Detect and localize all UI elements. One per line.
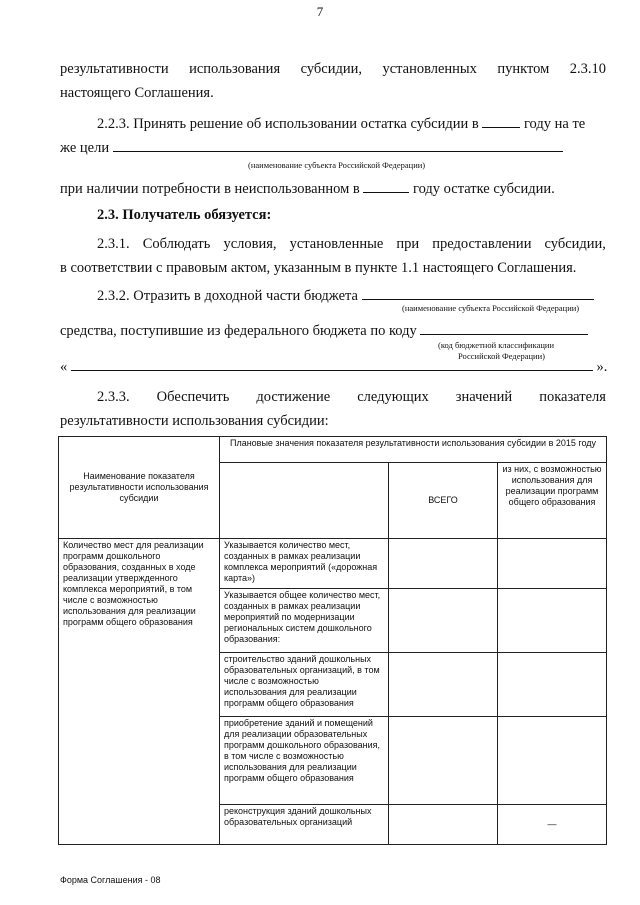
word: субсидии,: [300, 61, 362, 77]
paragraph-line: [60, 322, 588, 340]
word: показателя: [539, 389, 606, 405]
row-total: [389, 805, 498, 845]
word: условия,: [223, 236, 277, 252]
paragraph-line: настоящего Соглашения.: [60, 85, 214, 101]
row-total: [389, 653, 498, 717]
word: результативности: [60, 61, 169, 77]
field-caption: (наименование субъекта Российской Федерации): [402, 303, 580, 313]
word: при: [396, 236, 420, 252]
text: средства, поступившие из федерального бюджета по коду: [60, 323, 417, 339]
paragraph-line: результативности использования субсидии:: [60, 413, 329, 429]
word: значений: [455, 389, 513, 405]
page-number: 7: [316, 4, 324, 19]
section-heading: 2.3. Получатель обязуется:: [97, 207, 272, 223]
word: пунктом: [497, 61, 550, 77]
text: же цели: [60, 140, 110, 156]
row-of-them: [498, 717, 607, 805]
text: году на те: [523, 116, 586, 132]
word: достижение: [256, 389, 331, 405]
row-total: [389, 589, 498, 653]
word: Соблюдать: [142, 236, 211, 252]
indicator-table: [58, 436, 607, 845]
indicator-name-cell: Количество мест для реализации программ дошкольного образования, созданных в ходе реализации утвержденного комплекса мероприятий, в том числе с возможностью использования для реализации программ общего образования: [59, 539, 220, 845]
word: использования: [189, 61, 281, 77]
row-text: приобретение зданий и помещений для реализации образовательных программ дошкольного образования, в том числе с возможностью использования для реализации программ общего образования: [220, 717, 389, 805]
word: 2.3.10: [569, 61, 606, 77]
blank-line: [113, 139, 563, 152]
text: 2.3.2. Отразить в доходной части бюджета: [97, 288, 358, 304]
blank-line: [362, 287, 594, 300]
field-caption: (код бюджетной классификации: [438, 340, 554, 350]
header-total: ВСЕГО: [389, 463, 498, 539]
paragraph-2-2-3: [97, 115, 585, 133]
blank-line: [482, 115, 520, 128]
field-caption: (наименование субъекта Российской Федерации): [248, 160, 426, 170]
paragraph-line: [60, 139, 563, 157]
word: установленные: [289, 236, 384, 252]
blank-line: [363, 180, 409, 193]
blank-line: [420, 322, 588, 335]
word: Обеспечить: [156, 389, 230, 405]
blank-line: [71, 358, 593, 371]
word: 2.3.3.: [97, 389, 130, 405]
word: субсидии,: [544, 236, 606, 252]
row-total: [389, 717, 498, 805]
word: предоставлении: [432, 236, 532, 252]
text: 2.2.3. Принять решение об использовании остатка субсидии в: [97, 116, 479, 132]
text: году остатке субсидии.: [412, 181, 555, 197]
row-of-them: [498, 539, 607, 589]
quoted-blank-line: [60, 358, 606, 376]
paragraph-line: [97, 388, 606, 406]
row-total: [389, 539, 498, 589]
row-text: реконструкция зданий дошкольных образовательных организаций: [220, 805, 389, 845]
header-of-them: из них, с возможностью использования для реализации программ общего образования: [498, 463, 607, 539]
header-indicator-name: Наименование показателя результативности использования субсидии: [59, 437, 220, 539]
form-footer: Форма Соглашения - 08: [60, 875, 161, 885]
header-empty: [220, 463, 389, 539]
row-of-them: [498, 653, 607, 717]
word: 2.3.1.: [97, 236, 130, 252]
field-caption: Российской Федерации): [458, 351, 545, 361]
row-of-them: [498, 589, 607, 653]
paragraph-line: в соответствии с правовым актом, указанным в пункте 1.1 настоящего Соглашения.: [60, 260, 577, 276]
text: при наличии потребности в неиспользованном в: [60, 181, 360, 197]
row-text: Указывается количество мест, созданных в рамках реализации комплекса мероприятий («дорожная карта»): [220, 539, 389, 589]
word: следующих: [357, 389, 429, 405]
quote-open: «: [60, 359, 68, 375]
row-text: строительство зданий дошкольных образовательных организаций, в том числе с возможностью использования для реализации программ общего образования: [220, 653, 389, 717]
header-planned-values: Плановые значения показателя результативности использования субсидии в 2015 году: [220, 437, 607, 463]
paragraph-line: [97, 235, 606, 253]
row-of-them: —: [498, 805, 607, 845]
paragraph-line: [60, 180, 555, 198]
word: установленных: [382, 61, 477, 77]
row-text: Указывается общее количество мест, созданных в рамках реализации мероприятий по модернизации региональных систем дошкольного образования:: [220, 589, 389, 653]
quote-close: ».: [596, 359, 608, 375]
paragraph-line: [60, 60, 606, 78]
